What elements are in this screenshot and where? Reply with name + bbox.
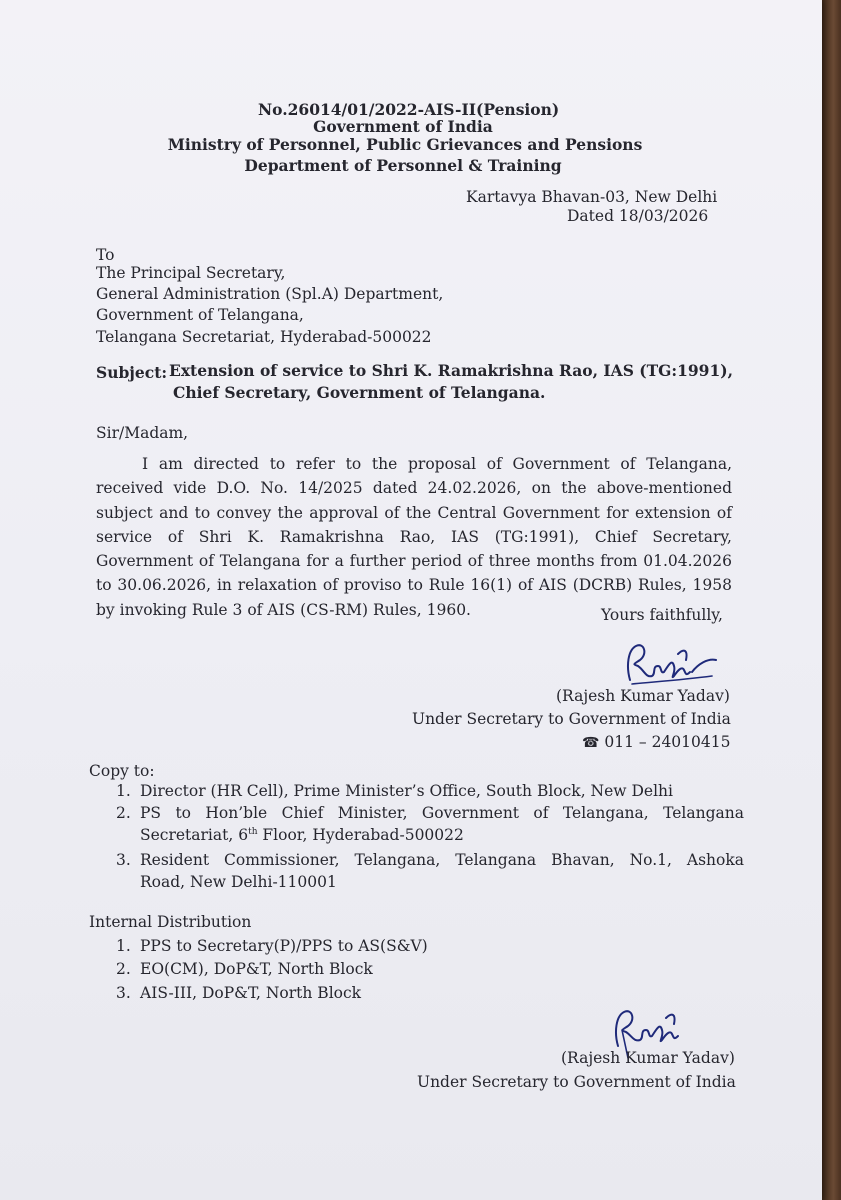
phone-number: 011 – 24010415 bbox=[604, 733, 731, 751]
salutation: Sir/Madam, bbox=[96, 424, 189, 442]
addressee-line: Government of Telangana, bbox=[96, 306, 304, 324]
internal-item-number: 2. bbox=[116, 960, 131, 978]
signatory-designation: Under Secretary to Government of India bbox=[412, 710, 731, 728]
subject-line-2: Chief Secretary, Government of Telangana. bbox=[173, 383, 546, 402]
internal-item-text: AIS-III, DoP&T, North Block bbox=[140, 984, 362, 1002]
file-number: No.26014/01/2022-AIS-II(Pension) bbox=[258, 100, 560, 119]
signatory2-name: (Rajesh Kumar Yadav) bbox=[561, 1049, 735, 1067]
to-label: To bbox=[96, 246, 115, 264]
copy-item-text: Resident Commissioner, Telangana, Telangana Bhavan, No.1, Ashoka bbox=[140, 851, 744, 869]
closing: Yours faithfully, bbox=[601, 606, 723, 624]
subject-line-1: Extension of service to Shri K. Ramakrishna Rao, IAS (TG:1991), bbox=[169, 361, 733, 380]
addressee-line: Telangana Secretariat, Hyderabad-500022 bbox=[96, 328, 432, 346]
internal-item-number: 3. bbox=[116, 984, 131, 1002]
body-paragraph: I am directed to refer to the proposal of Government of Telangana, received vide D.O. No. 14/2025 dated 24.02.2026, on the above-mentioned subject and to convey the approval of the Central Government for extension of service of Shri K. Ramakrishna Rao, IAS (TG:1991), Chief Secretary, Government of Telangana for a further period of three months from 01.04.2026 to 30.06.2026, in relaxation of proviso to Rule 16(1) of AIS (DCRB) Rules, 1958 by invoking Rule 3 of AIS (CS-RM) Rules, 1960. bbox=[96, 455, 732, 619]
signatory-name: (Rajesh Kumar Yadav) bbox=[556, 687, 730, 705]
internal-distribution-heading: Internal Distribution bbox=[89, 913, 252, 931]
telephone-icon: ☎ bbox=[582, 735, 600, 751]
copy-item-number: 2. bbox=[116, 804, 131, 822]
copy-item-text: PS to Hon’ble Chief Minister, Government of Telangana, Telangana bbox=[140, 804, 744, 822]
internal-item-number: 1. bbox=[116, 937, 131, 955]
copy-item-text-cont: Secretariat, 6th Floor, Hyderabad-500022 bbox=[140, 826, 464, 844]
letter-date: Dated 18/03/2026 bbox=[567, 207, 709, 225]
desk-edge bbox=[822, 0, 841, 1200]
copy-item-number: 3. bbox=[116, 851, 131, 869]
signatory-phone bbox=[582, 733, 730, 751]
internal-item-text: EO(CM), DoP&T, North Block bbox=[140, 960, 373, 978]
office-place: Kartavya Bhavan-03, New Delhi bbox=[466, 188, 718, 206]
ministry-title: Ministry of Personnel, Public Grievances and Pensions bbox=[167, 135, 643, 154]
govt-title: Government of India bbox=[313, 117, 493, 136]
addressee-line: The Principal Secretary, bbox=[96, 264, 286, 282]
addressee-line: General Administration (Spl.A) Department, bbox=[96, 285, 444, 303]
copy-item-text-cont: Road, New Delhi-110001 bbox=[140, 873, 337, 891]
subject-label: Subject: bbox=[96, 363, 168, 382]
copy-item-text: Director (HR Cell), Prime Minister’s Office, South Block, New Delhi bbox=[140, 782, 673, 800]
copy-item-number: 1. bbox=[116, 782, 131, 800]
internal-item-text: PPS to Secretary(P)/PPS to AS(S&V) bbox=[140, 937, 428, 955]
copy-to-heading: Copy to: bbox=[89, 762, 155, 780]
department-title: Department of Personnel & Training bbox=[244, 156, 562, 175]
signatory2-designation: Under Secretary to Government of India bbox=[417, 1073, 736, 1091]
